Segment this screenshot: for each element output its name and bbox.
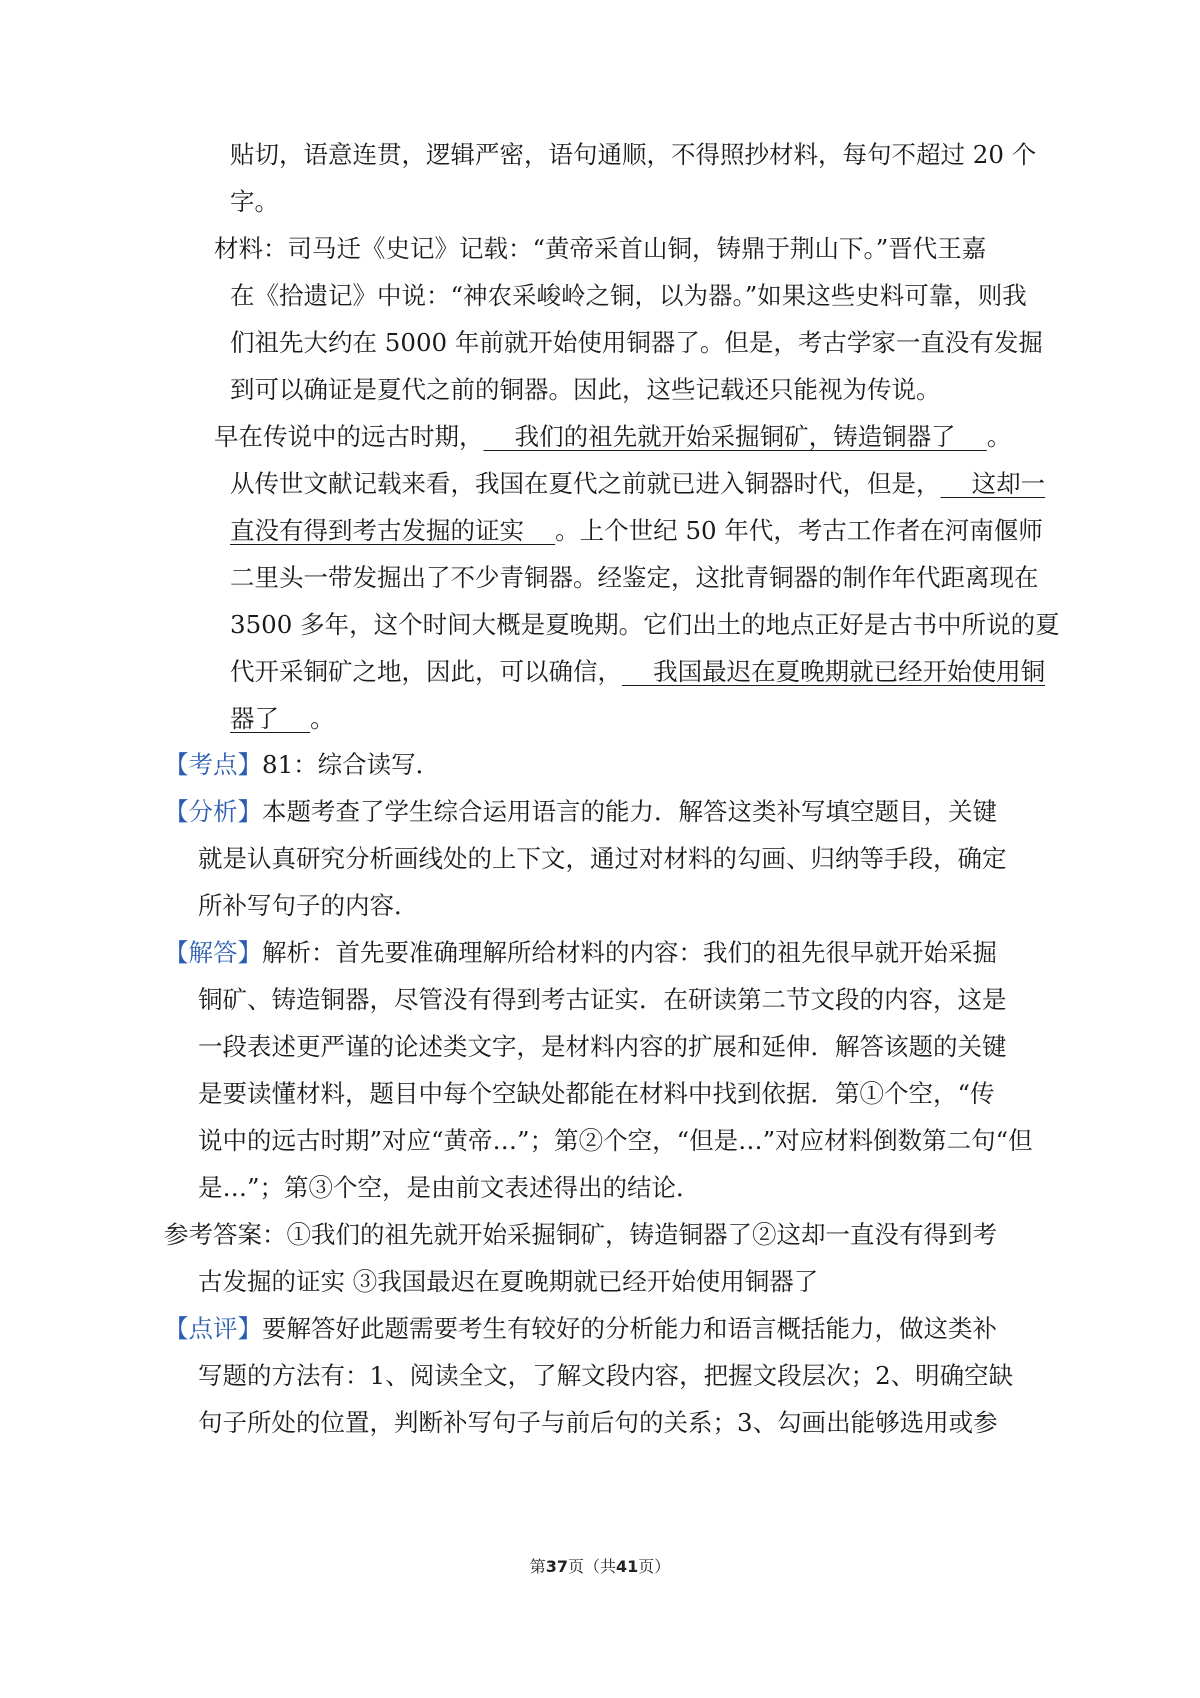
footer-middle: 页（共 [567,1557,616,1576]
jieda-line: 铜矿、铸造铜器，尽管没有得到考古证实．在研读第二节文段的内容，这是 [198,985,1007,1014]
kaodian-tag: 【考点】 [164,750,262,779]
page-footer [0,1554,1200,1577]
kaodian-line [164,741,1034,788]
passage-line [180,507,1043,554]
text-line: 字。 [230,187,279,216]
jieda-line: 说中的远古时期”对应“黄帝…”；第②个空，“但是…”对应材料倒数第二句“但 [198,1126,1033,1155]
fenxi-line: 就是认真研究分析画线处的上下文，通过对材料的勾画、归纳等手段，确定 [198,844,1007,873]
dianping-line: 句子所处的位置，判断补写句子与前后句的关系；3、勾画出能够选用或参 [198,1408,998,1437]
jieda-line: 是要读懂材料，题目中每个空缺处都能在材料中找到依据．第①个空，“传 [198,1079,995,1108]
current-page-number: 37 [545,1557,568,1576]
passage-text: 从传世文献记载来看，我国在夏代之前就已进入铜器时代，但是， [230,469,941,498]
fenxi-line: 所补写句子的内容． [198,891,419,920]
passage-text: 。 [310,704,335,733]
dianping-line: 写题的方法有：1、阅读全文，了解文段内容，把握文段层次；2、明确空缺 [198,1361,1014,1390]
answer-blank-2: 这却一 [940,469,1046,498]
dianping-line [164,1305,1034,1352]
jieda-tag: 【解答】 [164,938,262,967]
fenxi-tag: 【分析】 [164,797,262,826]
jieda-text: 解析：首先要准确理解所给材料的内容：我们的祖先很早就开始采掘 [262,938,997,967]
material-line: 在《拾遗记》中说：“神农采峻岭之铜，以为器。”如果这些史料可靠，则我 [230,281,1027,310]
dianping-tag: 【点评】 [164,1314,262,1343]
question-continuation [180,131,1060,742]
material-line: 们祖先大约在 5000 年前就开始使用铜器了。但是，考古学家一直没有发掘 [230,328,1043,357]
passage-line [180,648,1046,695]
passage-line [180,460,1046,507]
material-line: 材料：司马迁《史记》记载：“黄帝采首山铜，铸鼎于荆山下。”晋代王嘉 [214,234,987,263]
reference-answer-line: 参考答案：①我们的祖先就开始采掘铜矿，铸造铜器了②这却一直没有得到考 [164,1220,997,1249]
fenxi-text: 本题考查了学生综合运用语言的能力．解答这类补写填空题目，关键 [262,797,997,826]
footer-prefix: 第 [529,1557,546,1576]
jieda-line [164,929,1034,976]
kaodian-text: 81：综合读写． [262,750,441,779]
passage-text: 代开采铜矿之地，因此，可以确信， [230,657,622,686]
answer-blank-1: 我们的祖先就开始采掘铜矿，铸造铜器了 [483,422,987,451]
text-line: 贴切，语意连贯，逻辑严密，语句通顺，不得照抄材料，每句不超过 20 个 [230,140,1037,169]
jieda-line: 是…”；第③个空，是由前文表述得出的结论． [198,1173,701,1202]
passage-line: 3500 多年，这个时间大概是夏晚期。它们出土的地点正好是古书中所说的夏 [230,610,1060,639]
passage-line [180,413,1030,460]
answer-blank-3-cont: 器了 [230,704,311,733]
analysis-section [164,741,1034,1446]
material-line: 到可以确证是夏代之前的铜器。因此，这些记载还只能视为传说。 [230,375,941,404]
dianping-text: 要解答好此题需要考生有较好的分析能力和语言概括能力，做这类补 [262,1314,997,1343]
passage-text: 早在传说中的远古时期， [214,422,484,451]
answer-blank-2-cont: 直没有得到考古发掘的证实 [230,516,556,545]
footer-suffix: 页） [638,1557,671,1576]
fenxi-line [164,788,1034,835]
reference-answer-line: 古发掘的证实 ③我国最迟在夏晚期就已经开始使用铜器了 [198,1267,819,1296]
passage-line: 二里头一带发掘出了不少青铜器。经鉴定，这批青铜器的制作年代距离现在 [230,563,1039,592]
passage-text: 。上个世纪 50 年代，考古工作者在河南偃师 [555,516,1043,545]
total-page-number: 41 [616,1557,639,1576]
passage-text: 。 [986,422,1012,451]
passage-line [180,695,1030,742]
jieda-line: 一段表述更严谨的论述类文字，是材料内容的扩展和延伸．解答该题的关键 [198,1032,1007,1061]
answer-blank-3: 我国最迟在夏晚期就已经开始使用铜 [622,657,1046,686]
